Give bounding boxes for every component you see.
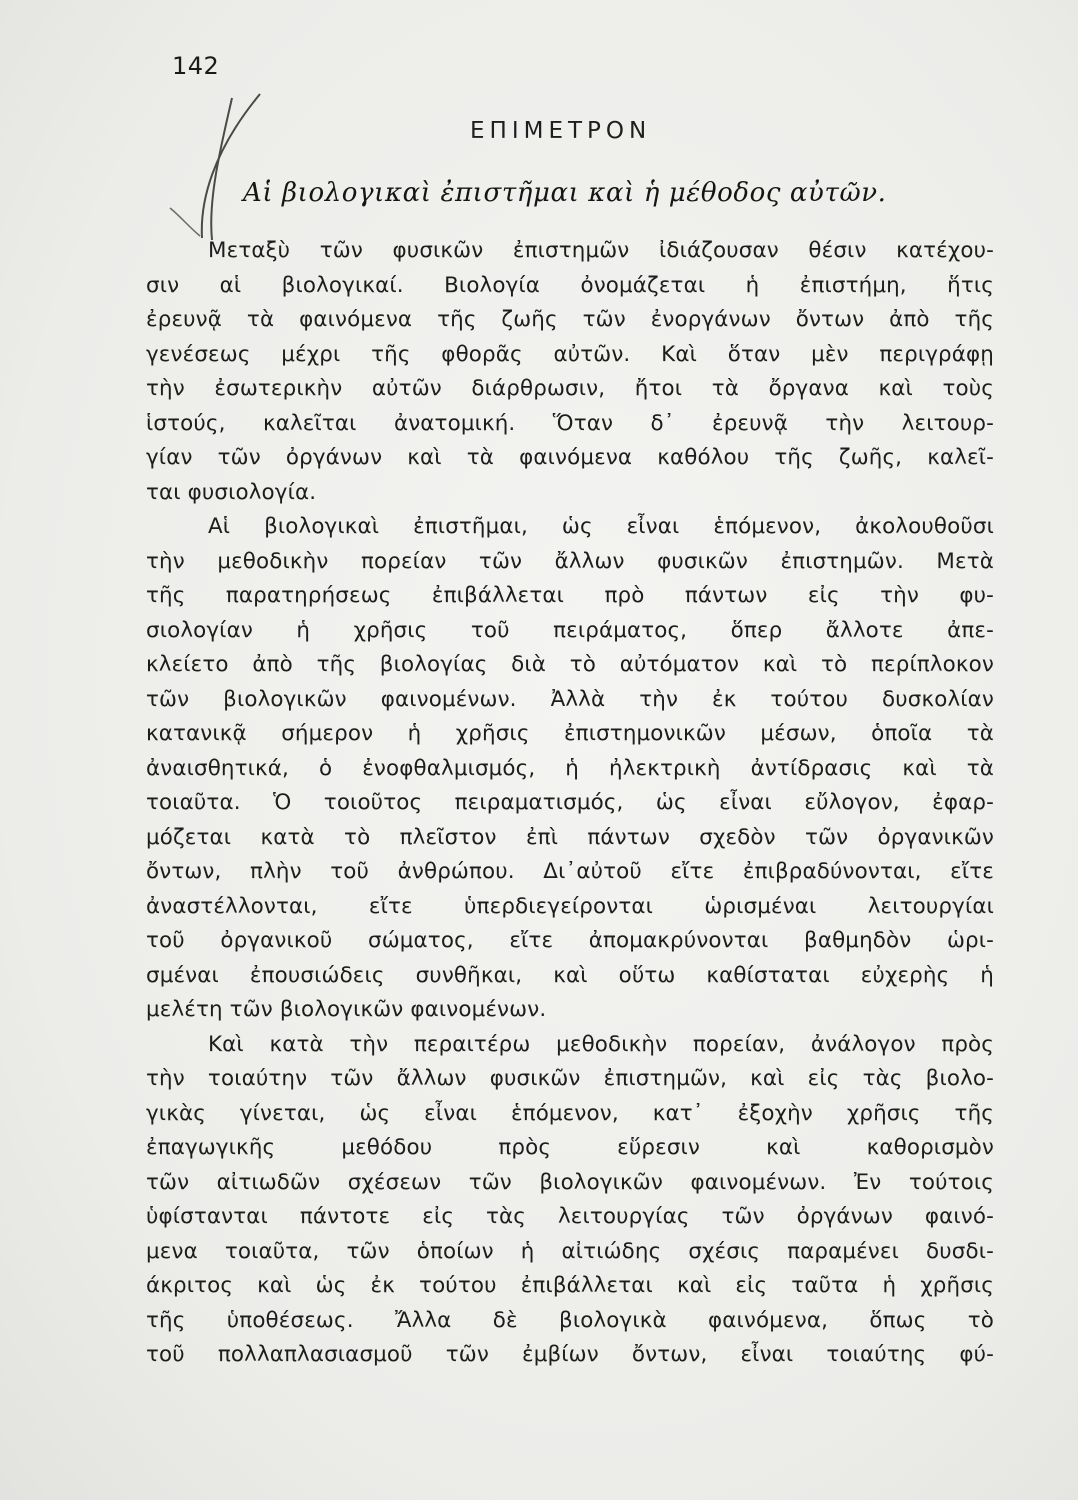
text-line: σμέναι ἐπουσιώδεις συνθῆκαι, καὶ οὕτω καθίσταται εὐχερὴς ἡ (146, 962, 994, 988)
text-line: ὄντων, πλὴν τοῦ ἀνθρώπου. Δι᾽αὐτοῦ εἴτε ἐπιβραδύνονται, εἴτε (146, 859, 994, 884)
text-line: σιν αἱ βιολογικαί. Βιολογία ὀνομάζεται ἡ ἐπιστήμη, ἥτις (146, 272, 994, 298)
text-line: τῶν βιολογικῶν φαινομένων. Ἀλλὰ τὴν ἐκ τούτου δυσκολίαν (146, 686, 994, 712)
text-line: τὴν ἐσωτερικὴν αὐτῶν διάρθρωσιν, ἤτοι τὰ ὄργανα καὶ τοὺς (146, 376, 994, 401)
text-line: μενα τοιαῦτα, τῶν ὁποίων ἡ αἰτιώδης σχέσις παραμένει δυσδι- (146, 1238, 994, 1264)
text-line: κατανικᾷ σήμερον ἡ χρῆσις ἐπιστημονικῶν μέσων, ὁποῖα τὰ (146, 721, 994, 746)
article-title: Αἱ βιολογικαὶ ἐπιστῆμαι καὶ ἡ μέθοδος αὐτῶν. (243, 178, 887, 208)
text-line: Αἱ βιολογικαὶ ἐπιστῆμαι, ὡς εἶναι ἑπόμενον, ἀκολουθοῦσι (208, 514, 994, 539)
text-line: μελέτη τῶν βιολογικῶν φαινομένων. (146, 997, 547, 1022)
text-line: ἀναστέλλονται, εἴτε ὑπερδιεγείρονται ὡρισμέναι λειτουργίαι (146, 893, 994, 919)
text-line: τῶν αἰτιωδῶν σχέσεων τῶν βιολογικῶν φαινομένων. Ἐν τούτοις (146, 1169, 994, 1195)
text-line: τῆς ὑποθέσεως. Ἄλλα δὲ βιολογικὰ φαινόμενα, ὅπως τὸ (146, 1307, 994, 1333)
section-title: ΕΠΙΜΕΤΡΟΝ (470, 118, 652, 144)
text-line: τὴν τοιαύτην τῶν ἄλλων φυσικῶν ἐπιστημῶν, καὶ εἰς τὰς βιολο- (146, 1066, 994, 1091)
body-text (146, 234, 994, 1373)
text-line: μόζεται κατὰ τὸ πλεῖστον ἐπὶ πάντων σχεδὸν τῶν ὀργανικῶν (146, 824, 994, 850)
text-line: τὴν μεθοδικὴν πορείαν τῶν ἄλλων φυσικῶν ἐπιστημῶν. Μετὰ (146, 548, 994, 574)
text-line: άκριτος καὶ ὡς ἐκ τούτου ἐπιβάλλεται καὶ εἰς ταῦτα ἡ χρῆσις (146, 1273, 994, 1298)
text-line: Καὶ κατὰ τὴν περαιτέρω μεθοδικὴν πορείαν, ἀνάλογον πρὸς (208, 1031, 994, 1057)
text-line: ἱστούς, καλεῖται ἀνατομική. Ὅταν δ᾽ ἐρευνᾷ τὴν λειτουρ- (146, 410, 994, 436)
text-line: Μεταξὺ τῶν φυσικῶν ἐπιστημῶν ἰδιάζουσαν θέσιν κατέχου- (208, 238, 994, 263)
pencil-mark-icon (150, 90, 280, 240)
text-line: ὑφίστανται πάντοτε εἰς τὰς λειτουργίας τῶν ὀργάνων φαινό- (146, 1204, 994, 1229)
text-line: ἐρευνᾷ τὰ φαινόμενα τῆς ζωῆς τῶν ἐνοργάνων ὄντων ἀπὸ τῆς (146, 307, 994, 332)
text-line: τοῦ ὀργανικοῦ σώματος, εἴτε ἀπομακρύνονται βαθμηδὸν ὡρι- (146, 928, 994, 953)
text-line: ται φυσιολογία. (146, 479, 317, 505)
text-line: κλείετο ἀπὸ τῆς βιολογίας διὰ τὸ αὐτόματον καὶ τὸ περίπλοκον (146, 652, 994, 677)
text-line: γικὰς γίνεται, ὡς εἶναι ἑπόμενον, κατ᾽ ἐξοχὴν χρῆσις τῆς (146, 1100, 994, 1126)
text-line: τῆς παρατηρήσεως ἐπιβάλλεται πρὸ πάντων εἰς τὴν φυ- (146, 583, 994, 608)
text-line: ἐπαγωγικῆς μεθόδου πρὸς εὕρεσιν καὶ καθορισμὸν (146, 1135, 994, 1160)
text-line: ἀναισθητικά, ὁ ἐνοφθαλμισμός, ἡ ἠλεκτρικὴ ἀντίδρασις καὶ τὰ (146, 755, 994, 781)
page-number: 142 (172, 52, 220, 80)
text-line: τοῦ πολλαπλασιασμοῦ τῶν ἐμβίων ὄντων, εἶναι τοιαύτης φύ- (146, 1342, 994, 1367)
text-line: τοιαῦτα. Ὁ τοιοῦτος πειραματισμός, ὡς εἶναι εὔλογον, ἐφαρ- (146, 790, 994, 815)
text-line: γενέσεως μέχρι τῆς φθορᾶς αὐτῶν. Καὶ ὅταν μὲν περιγράφῃ (146, 341, 994, 367)
text-line: γίαν τῶν ὀργάνων καὶ τὰ φαινόμενα καθόλου τῆς ζωῆς, καλεῖ- (146, 445, 994, 470)
text-line: σιολογίαν ἡ χρῆσις τοῦ πειράματος, ὅπερ ἄλλοτε ἀπε- (146, 617, 994, 643)
